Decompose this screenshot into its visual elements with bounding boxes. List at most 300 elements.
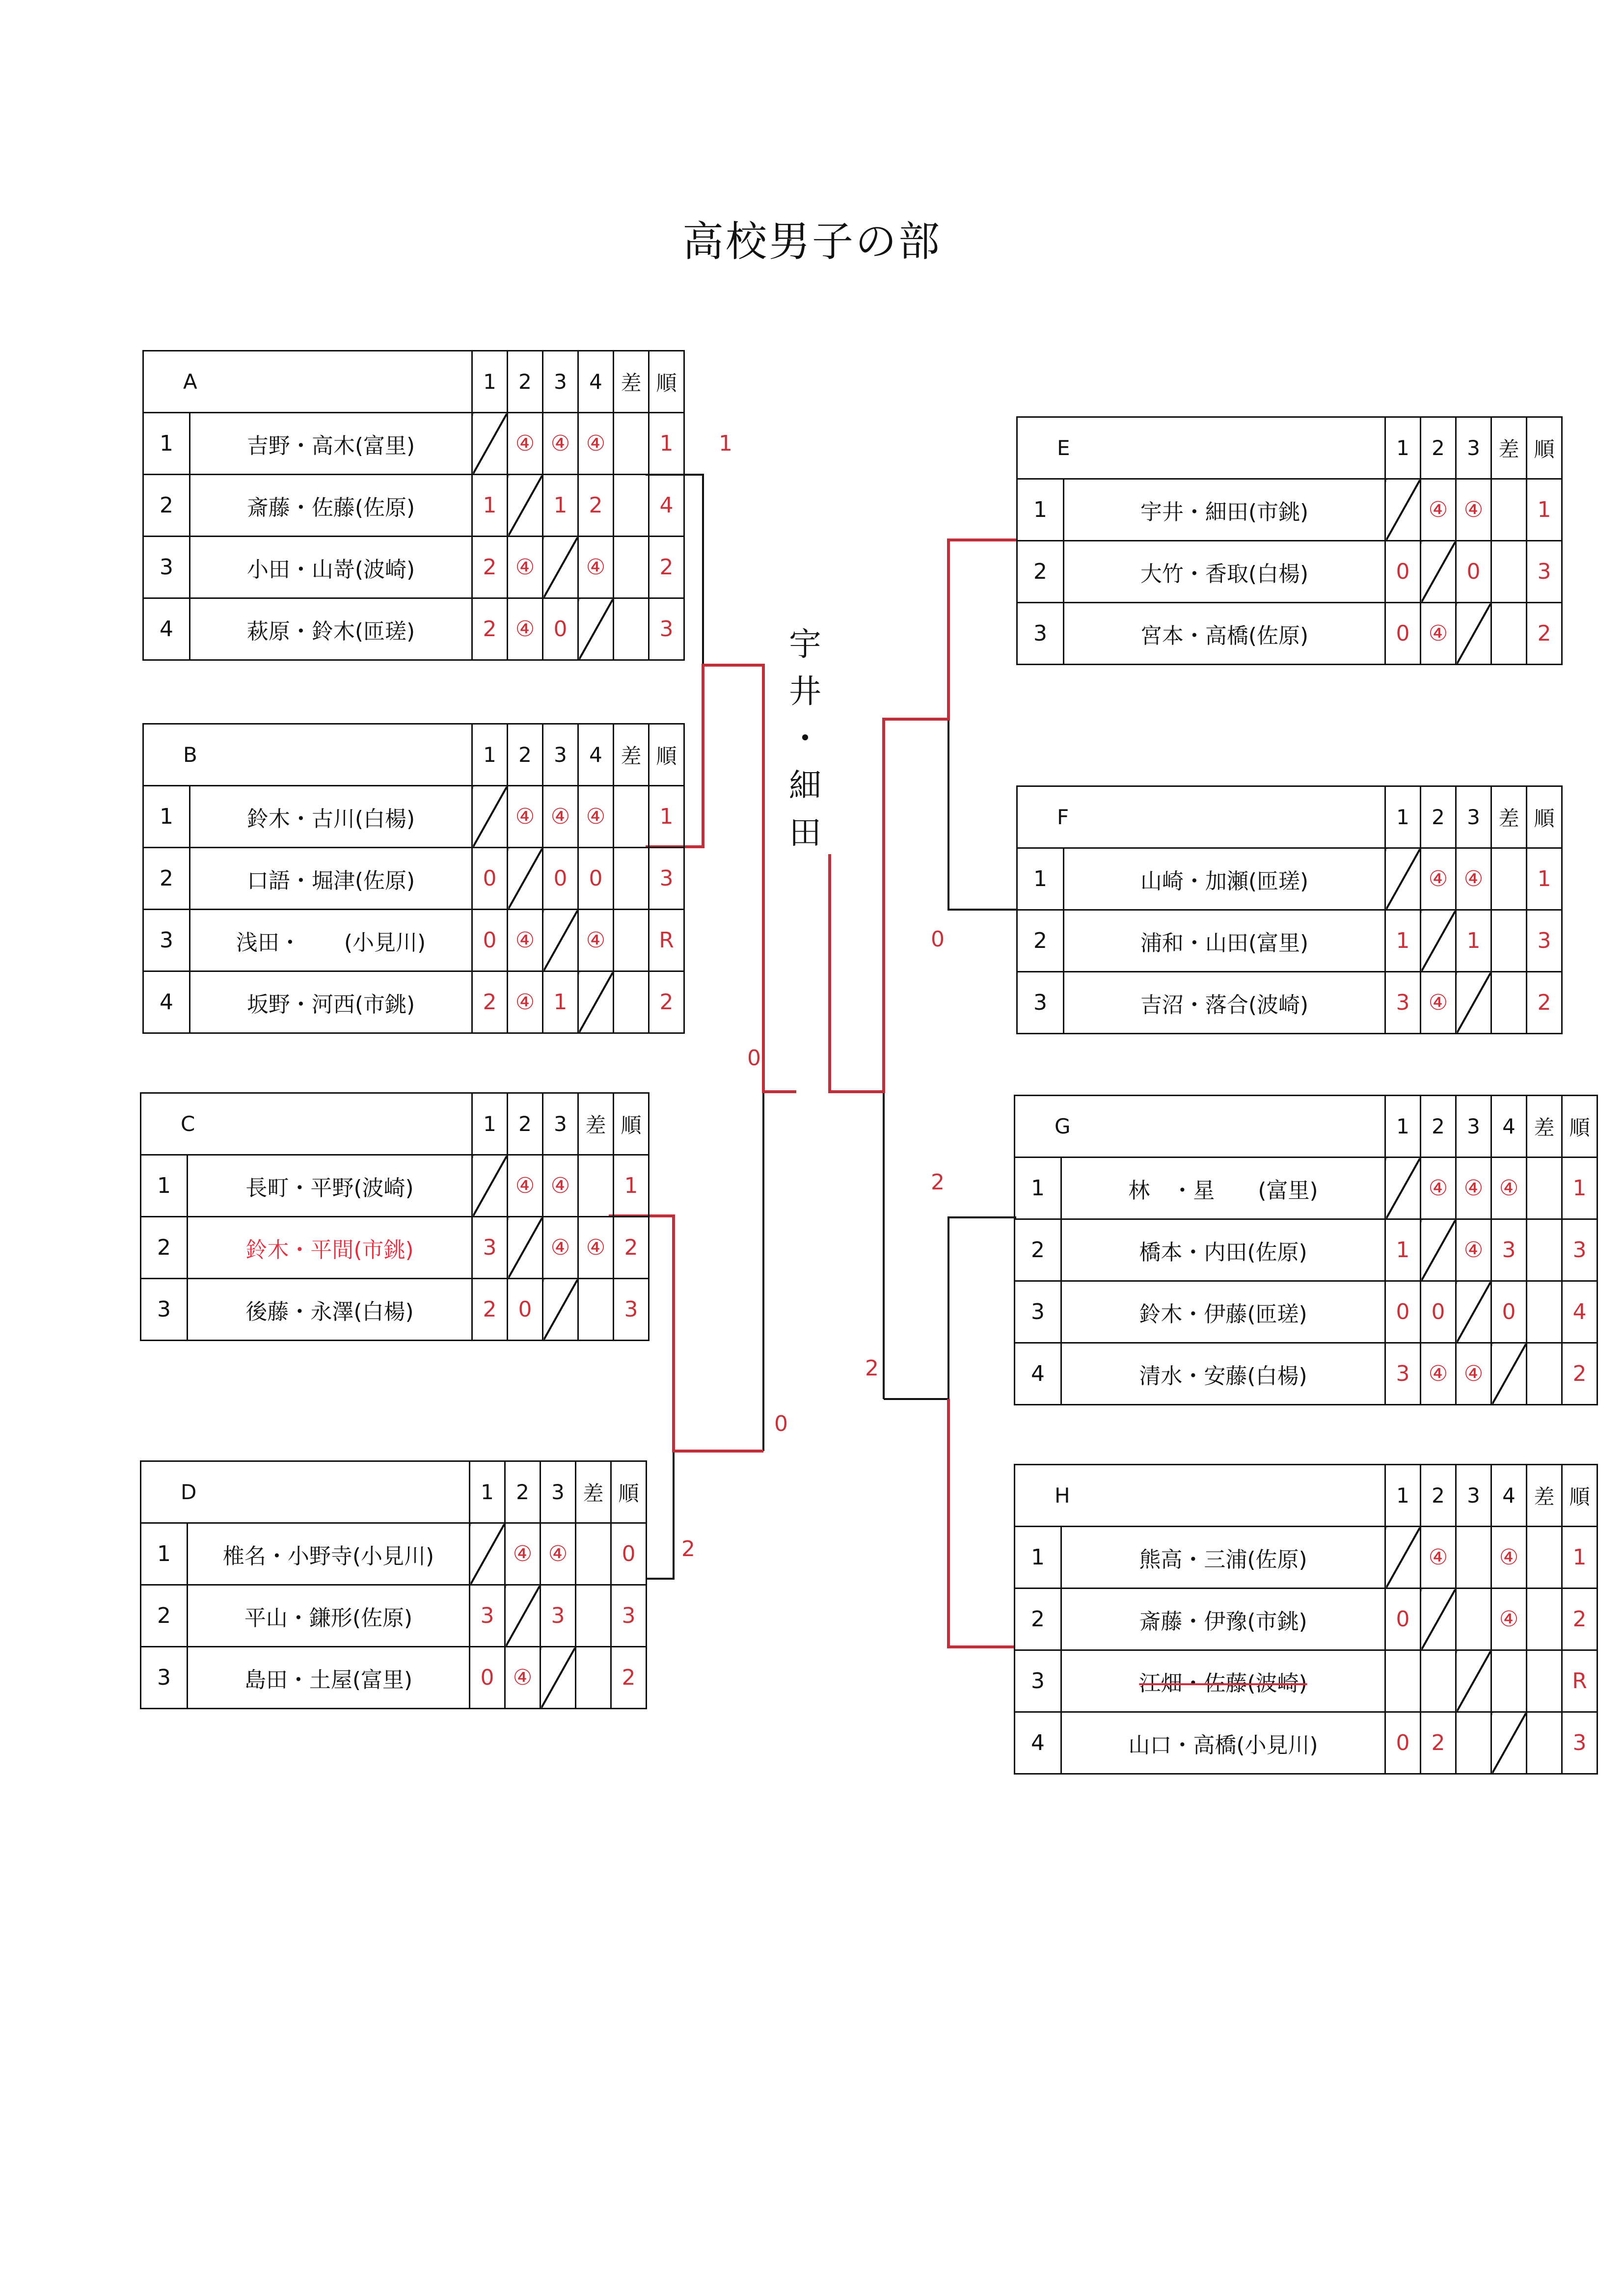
row-number: 4 — [1015, 1712, 1061, 1774]
row-number: 1 — [143, 786, 190, 848]
score-ab-cd: 0 — [747, 1046, 761, 1071]
rank-cell: 1 — [649, 786, 684, 848]
group-table-d — [140, 1460, 647, 1709]
score-cell — [1421, 1219, 1456, 1281]
column-header: 4 — [578, 351, 614, 413]
row-number: 3 — [141, 1279, 188, 1341]
row-number: 2 — [1015, 1219, 1061, 1281]
score-cell: ④ — [1456, 1343, 1491, 1405]
diff-cell — [614, 971, 649, 1033]
row-number: 2 — [141, 1217, 188, 1279]
column-header: 差 — [1491, 786, 1527, 848]
diff-cell — [1527, 1343, 1562, 1405]
pair-name: 長町・平野(波崎) — [188, 1155, 472, 1217]
score-cell: 0 — [1421, 1281, 1456, 1343]
column-header: 1 — [472, 351, 508, 413]
score-cell — [1385, 479, 1421, 541]
column-header: 順 — [614, 1093, 649, 1155]
score-ef-gh: 2 — [931, 1170, 945, 1195]
diff-cell — [1527, 1650, 1562, 1712]
score-cell — [470, 1523, 505, 1585]
column-header: 2 — [508, 1093, 543, 1155]
score-cell: 3 — [1385, 1343, 1421, 1405]
score-cell — [1456, 1589, 1491, 1650]
column-header: 順 — [1527, 786, 1562, 848]
score-cell: 1 — [543, 971, 578, 1033]
table-row — [141, 1585, 647, 1647]
rank-cell: 0 — [611, 1523, 647, 1585]
score-e-f: 0 — [931, 927, 945, 952]
column-header: 順 — [611, 1461, 647, 1523]
pair-name: 鈴木・伊藤(匝瑳) — [1061, 1281, 1385, 1343]
column-header: 1 — [1385, 417, 1421, 479]
column-header: 差 — [578, 1093, 614, 1155]
diff-cell — [614, 598, 649, 660]
pair-name: 後藤・永澤(白楊) — [188, 1279, 472, 1341]
score-cell — [543, 910, 578, 971]
group-table-a — [142, 350, 685, 661]
table-row — [1015, 1650, 1597, 1712]
score-cell: 1 — [1456, 910, 1491, 972]
score-cell — [1456, 1650, 1491, 1712]
pair-name: 斎藤・佐藤(佐原) — [190, 475, 472, 537]
group-label: F — [1017, 786, 1385, 848]
score-cell: ④ — [578, 413, 614, 475]
score-cell: ④ — [1421, 1527, 1456, 1589]
column-header: 2 — [508, 351, 543, 413]
score-cell — [1421, 1589, 1456, 1650]
score-cell: ④ — [505, 1647, 541, 1709]
rank-cell: 3 — [614, 1279, 649, 1341]
rank-cell: 2 — [1562, 1343, 1597, 1405]
score-cell — [1456, 972, 1491, 1034]
column-header: 2 — [1421, 1096, 1456, 1158]
score-cell: 3 — [541, 1585, 576, 1647]
row-number: 2 — [1017, 910, 1064, 972]
diff-cell — [1527, 1527, 1562, 1589]
column-header: 2 — [1421, 1465, 1456, 1527]
row-number: 3 — [1017, 972, 1064, 1034]
group-label: H — [1015, 1465, 1385, 1527]
score-cell: ④ — [1421, 972, 1456, 1034]
group-table-e — [1016, 416, 1563, 665]
score-cell: ④ — [505, 1523, 541, 1585]
diff-cell — [1491, 541, 1527, 603]
column-header: 3 — [541, 1461, 576, 1523]
score-cell — [505, 1585, 541, 1647]
rank-cell: 2 — [649, 537, 684, 598]
pair-name: 橋本・内田(佐原) — [1061, 1219, 1385, 1281]
diff-cell — [576, 1647, 611, 1709]
score-cell: 1 — [1385, 1219, 1421, 1281]
score-cell — [543, 1279, 578, 1341]
score-c-d: 0 — [774, 1411, 788, 1436]
table-row — [143, 598, 684, 660]
pair-name: 林 ・星 (富里) — [1061, 1158, 1385, 1219]
score-cell: 0 — [508, 1279, 543, 1341]
table-row — [1017, 972, 1562, 1034]
score-cell: ④ — [1421, 1343, 1456, 1405]
score-cell: 3 — [470, 1585, 505, 1647]
score-cell: 2 — [472, 1279, 508, 1341]
column-header: 1 — [470, 1461, 505, 1523]
score-cell — [1491, 1343, 1527, 1405]
score-cell — [1491, 1712, 1527, 1774]
pair-name: 浦和・山田(富里) — [1064, 910, 1385, 972]
column-header: 2 — [1421, 786, 1456, 848]
table-row — [143, 413, 684, 475]
bracket-winner-e — [830, 540, 1016, 1092]
score-cell — [1385, 1158, 1421, 1219]
score-cell: ④ — [508, 786, 543, 848]
pair-name: 萩原・鈴木(匝瑳) — [190, 598, 472, 660]
score-cell: ④ — [1456, 479, 1491, 541]
pair-name: 斎藤・伊豫(市銚) — [1061, 1589, 1385, 1650]
score-cell: 0 — [472, 848, 508, 910]
rank-cell: 4 — [1562, 1281, 1597, 1343]
diff-cell — [1527, 1158, 1562, 1219]
column-header: 3 — [543, 1093, 578, 1155]
table-row — [1017, 541, 1562, 603]
row-number: 3 — [143, 910, 190, 971]
score-cell — [472, 786, 508, 848]
rank-cell: 3 — [1562, 1712, 1597, 1774]
rank-cell: 2 — [649, 971, 684, 1033]
score-cell: 0 — [1491, 1281, 1527, 1343]
score-cell: 0 — [470, 1647, 505, 1709]
pair-name: 島田・土屋(富里) — [188, 1647, 470, 1709]
table-row — [141, 1523, 647, 1585]
score-cell — [1385, 1650, 1421, 1712]
score-cell — [1385, 1527, 1421, 1589]
row-number: 3 — [1015, 1650, 1061, 1712]
table-row — [1015, 1281, 1597, 1343]
diff-cell — [1491, 972, 1527, 1034]
score-cell — [578, 598, 614, 660]
score-cell: 2 — [578, 475, 614, 537]
column-header: 差 — [614, 724, 649, 786]
row-number: 3 — [143, 537, 190, 598]
score-cell: ④ — [508, 413, 543, 475]
row-number: 1 — [143, 413, 190, 475]
pair-name: 吉沼・落合(波崎) — [1064, 972, 1385, 1034]
table-row — [141, 1647, 647, 1709]
table-row — [1015, 1589, 1597, 1650]
score-cell: 3 — [1385, 972, 1421, 1034]
pair-name: 熊高・三浦(佐原) — [1061, 1527, 1385, 1589]
diff-cell — [578, 1155, 614, 1217]
column-header: 3 — [1456, 786, 1491, 848]
pair-name: 鈴木・古川(白楊) — [190, 786, 472, 848]
group-label: G — [1015, 1096, 1385, 1158]
score-cell — [1421, 910, 1456, 972]
score-cell: ④ — [543, 1155, 578, 1217]
column-header: 順 — [649, 724, 684, 786]
table-row — [1015, 1158, 1597, 1219]
diff-cell — [578, 1279, 614, 1341]
column-header: 3 — [1456, 1465, 1491, 1527]
diff-cell — [1491, 603, 1527, 665]
table-row — [141, 1217, 649, 1279]
table-row — [141, 1155, 649, 1217]
diff-cell — [1491, 910, 1527, 972]
score-cell — [1421, 541, 1456, 603]
group-label: D — [141, 1461, 470, 1523]
score-cell: ④ — [1421, 603, 1456, 665]
score-cell: ④ — [543, 413, 578, 475]
score-cell: 0 — [543, 848, 578, 910]
score-cell: ④ — [1456, 1219, 1491, 1281]
group-label: E — [1017, 417, 1385, 479]
score-cell — [508, 1217, 543, 1279]
diff-cell — [1527, 1589, 1562, 1650]
diff-cell — [614, 413, 649, 475]
bracket-line-g — [884, 1217, 1016, 1399]
group-label: A — [143, 351, 472, 413]
score-cell — [578, 971, 614, 1033]
group-table-g — [1014, 1095, 1598, 1405]
rank-cell: 1 — [1562, 1527, 1597, 1589]
rank-cell: 2 — [1527, 972, 1562, 1034]
column-header: 1 — [472, 724, 508, 786]
pair-name: 江畑・佐藤(波崎) — [1061, 1650, 1385, 1712]
score-cell: 0 — [1385, 1712, 1421, 1774]
page-title: 高校男子の部 — [682, 217, 942, 266]
bracket-winner-h — [948, 1399, 1014, 1647]
pair-name: 坂野・河西(市銚) — [190, 971, 472, 1033]
table-row — [143, 848, 684, 910]
row-number: 1 — [141, 1523, 188, 1585]
diff-cell — [614, 848, 649, 910]
score-cell: 0 — [1385, 541, 1421, 603]
score-cell: ④ — [1421, 848, 1456, 910]
score-cell: ④ — [508, 910, 543, 971]
diff-cell — [1527, 1712, 1562, 1774]
row-number: 3 — [1015, 1281, 1061, 1343]
pair-name: 浅田・ (小見川) — [190, 910, 472, 971]
score-cell: 2 — [472, 537, 508, 598]
score-cell: ④ — [543, 786, 578, 848]
diff-cell — [614, 475, 649, 537]
rank-cell: R — [1562, 1650, 1597, 1712]
score-cell: ④ — [1456, 1158, 1491, 1219]
table-row — [143, 475, 684, 537]
rank-cell: 2 — [614, 1217, 649, 1279]
rank-cell: 1 — [1562, 1158, 1597, 1219]
diff-cell: ④ — [578, 1217, 614, 1279]
row-number: 1 — [141, 1155, 188, 1217]
row-number: 1 — [1017, 479, 1064, 541]
rank-cell: 1 — [614, 1155, 649, 1217]
score-cell: ④ — [541, 1523, 576, 1585]
table-row — [143, 786, 684, 848]
score-cell — [1456, 1527, 1491, 1589]
score-d-out: 2 — [681, 1536, 695, 1562]
rank-cell: 3 — [649, 598, 684, 660]
table-row — [143, 910, 684, 971]
score-cell — [1456, 1712, 1491, 1774]
score-cell: 0 — [578, 848, 614, 910]
pair-name: 大竹・香取(白楊) — [1064, 541, 1385, 603]
rank-cell: 3 — [649, 848, 684, 910]
score-cell: 2 — [1421, 1712, 1456, 1774]
score-cell — [1456, 1281, 1491, 1343]
score-cell: 2 — [472, 598, 508, 660]
group-label: C — [141, 1093, 472, 1155]
score-cell: ④ — [1421, 479, 1456, 541]
rank-cell: 2 — [1562, 1589, 1597, 1650]
score-cell — [508, 848, 543, 910]
score-cell: ④ — [578, 537, 614, 598]
score-cell: ④ — [1456, 848, 1491, 910]
pair-name: 山口・高橋(小見川) — [1061, 1712, 1385, 1774]
column-header: 4 — [1491, 1096, 1527, 1158]
row-number: 4 — [143, 971, 190, 1033]
column-header: 差 — [1527, 1096, 1562, 1158]
score-cell: ④ — [508, 971, 543, 1033]
table-row — [1015, 1527, 1597, 1589]
diff-cell — [1527, 1219, 1562, 1281]
column-header: 2 — [1421, 417, 1456, 479]
column-header: 順 — [1562, 1096, 1597, 1158]
table-row — [1017, 603, 1562, 665]
diff-cell — [614, 910, 649, 971]
group-label: B — [143, 724, 472, 786]
rank-cell: 3 — [1527, 910, 1562, 972]
score-cell: 0 — [543, 598, 578, 660]
score-cell — [1421, 1650, 1456, 1712]
group-table-h — [1014, 1464, 1598, 1775]
diff-cell — [1527, 1281, 1562, 1343]
score-cell: ④ — [1421, 1158, 1456, 1219]
table-row — [1015, 1712, 1597, 1774]
table-row — [1017, 848, 1562, 910]
score-cell: 0 — [1456, 541, 1491, 603]
diff-cell — [614, 537, 649, 598]
pair-name: 平山・鎌形(佐原) — [188, 1585, 470, 1647]
score-cell — [1456, 603, 1491, 665]
pair-name: 椎名・小野寺(小見川) — [188, 1523, 470, 1585]
score-cell: 1 — [472, 475, 508, 537]
score-cell: 0 — [472, 910, 508, 971]
score-cell — [508, 475, 543, 537]
rank-cell: 3 — [1562, 1219, 1597, 1281]
score-cell: ④ — [508, 1155, 543, 1217]
column-header: 1 — [1385, 786, 1421, 848]
group-table-b — [142, 723, 685, 1034]
column-header: 差 — [576, 1461, 611, 1523]
score-cell: 0 — [1385, 603, 1421, 665]
group-table-c — [140, 1092, 650, 1341]
score-cell: ④ — [578, 786, 614, 848]
group-table-f — [1016, 785, 1563, 1034]
rank-cell: 4 — [649, 475, 684, 537]
score-a-b: 1 — [719, 431, 732, 456]
score-cell — [541, 1647, 576, 1709]
score-cell: 1 — [543, 475, 578, 537]
score-cell: ④ — [1491, 1527, 1527, 1589]
score-cell: 3 — [472, 1217, 508, 1279]
score-cell: ④ — [1491, 1158, 1527, 1219]
bracket-line-f — [948, 719, 1016, 910]
column-header: 2 — [505, 1461, 541, 1523]
score-cell: 3 — [1491, 1219, 1527, 1281]
row-number: 3 — [1017, 603, 1064, 665]
champion-name: 宇 井 ・ 細 田 — [789, 625, 821, 852]
score-cell: ④ — [543, 1217, 578, 1279]
column-header: 順 — [1527, 417, 1562, 479]
pair-name: 清水・安藤(白楊) — [1061, 1343, 1385, 1405]
column-header: 順 — [1562, 1465, 1597, 1527]
column-header: 1 — [472, 1093, 508, 1155]
score-cell — [472, 1155, 508, 1217]
score-cell: 0 — [1385, 1281, 1421, 1343]
row-number: 1 — [1015, 1158, 1061, 1219]
diff-cell — [576, 1523, 611, 1585]
score-cell — [1491, 1650, 1527, 1712]
column-header: 3 — [543, 724, 578, 786]
row-number: 2 — [143, 475, 190, 537]
rank-cell: 2 — [611, 1647, 647, 1709]
row-number: 2 — [143, 848, 190, 910]
pair-name: 宇井・細田(市銚) — [1064, 479, 1385, 541]
score-cell: 0 — [1385, 1589, 1421, 1650]
column-header: 差 — [1491, 417, 1527, 479]
bracket-line-cd-center — [763, 1092, 796, 1451]
pair-name: 口語・堀津(佐原) — [190, 848, 472, 910]
pair-name: 吉野・高木(富里) — [190, 413, 472, 475]
score-cell: ④ — [508, 598, 543, 660]
diff-cell — [576, 1585, 611, 1647]
bracket-line-d — [646, 1451, 674, 1579]
table-row — [1015, 1343, 1597, 1405]
row-number: 1 — [1017, 848, 1064, 910]
column-header: 4 — [578, 724, 614, 786]
score-cell — [1385, 848, 1421, 910]
score-cell: 1 — [1385, 910, 1421, 972]
score-cell: ④ — [508, 537, 543, 598]
row-number: 2 — [141, 1585, 188, 1647]
pair-name: 山崎・加瀬(匝瑳) — [1064, 848, 1385, 910]
column-header: 4 — [1491, 1465, 1527, 1527]
pair-name: 鈴木・平間(市銚) — [188, 1217, 472, 1279]
score-cell: ④ — [1491, 1589, 1527, 1650]
table-row — [1015, 1219, 1597, 1281]
rank-cell: 1 — [1527, 848, 1562, 910]
score-cell: 2 — [472, 971, 508, 1033]
score-cell: ④ — [578, 910, 614, 971]
table-row — [143, 971, 684, 1033]
score-gh-side: 2 — [865, 1356, 879, 1381]
rank-cell: 2 — [1527, 603, 1562, 665]
pair-name: 宮本・高橋(佐原) — [1064, 603, 1385, 665]
column-header: 3 — [543, 351, 578, 413]
column-header: 3 — [1456, 1096, 1491, 1158]
row-number: 4 — [143, 598, 190, 660]
rank-cell: 3 — [611, 1585, 647, 1647]
table-row — [143, 537, 684, 598]
rank-cell: 1 — [1527, 479, 1562, 541]
column-header: 差 — [614, 351, 649, 413]
diff-cell — [1491, 848, 1527, 910]
column-header: 1 — [1385, 1465, 1421, 1527]
table-row — [1017, 479, 1562, 541]
column-header: 2 — [508, 724, 543, 786]
diff-cell — [614, 786, 649, 848]
pair-name: 小田・山嵜(波崎) — [190, 537, 472, 598]
column-header: 順 — [649, 351, 684, 413]
row-number: 3 — [141, 1647, 188, 1709]
